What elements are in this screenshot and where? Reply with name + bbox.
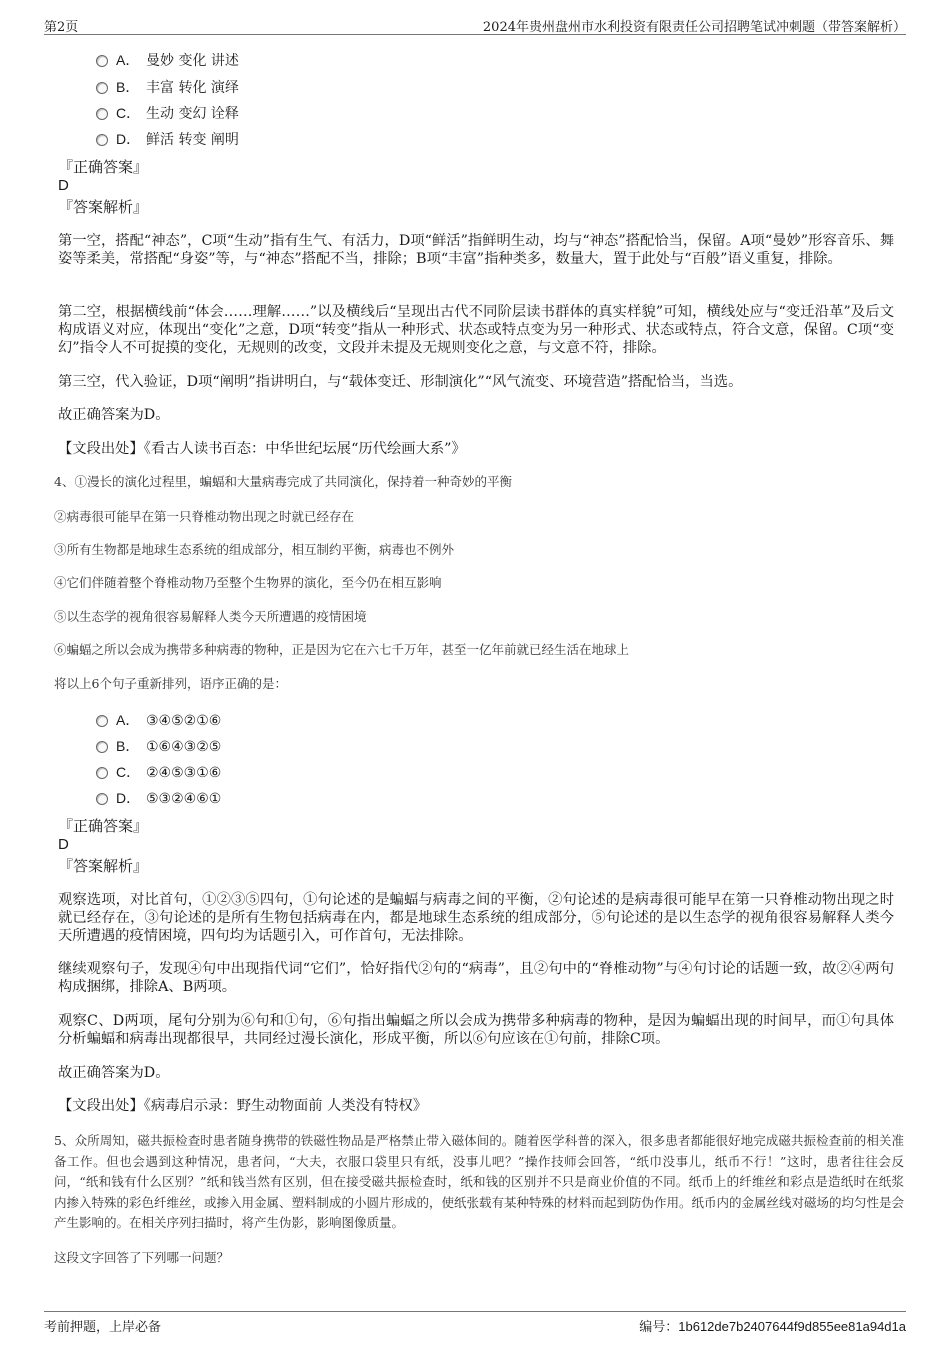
- page-header: [44, 16, 906, 35]
- q5-passage: 5、众所周知，磁共振检查时患者随身携带的铁磁性物品是严格禁止带入磁体间的。随着医学科普的深入，很多患者都能很好地完成磁共振检查前的相关准备工作。但也会遇到这种情况，患者问，“大夫，衣服口袋里只有纸，没事儿吧？”操作技师会回答，“纸巾没事儿，纸币不行！”这时，患者往往会反问，“纸和钱有什么区别？”纸和钱当然有区别，但在接受磁共振检查时，纸和钱的区别并不只是商业价值的不同。纸币上的纤维丝和彩点是造纸时在纸浆内掺入特殊的彩色纤维丝，或掺入用金属、塑料制成的小圆片形成的，使纸张载有某种特殊的材料而起到防伪作用。纸币内的金属丝线对磁场的均匀性是会产生影响的。在相关序列扫描时，将产生伪影，影响图像质量。: [54, 1133, 905, 1230]
- document-title: 2024年贵州盘州市水利投资有限责任公司招聘笔试冲刺题（带答案解析）: [482, 20, 906, 35]
- q3-analysis-p2: 第二空，根据横线前“体会……理解……”以及横线后“呈现出古代不同阶层读书群体的真实样貌”可知，横线处应与“变迁沿革”及后文构成语义对应，体现出“变化”之意，D项“转变”指从一种形式、状态或特点变为另一种形式、状态或特点，符合文意，保留。C项“变幻”指令人不可捉摸的变化，无规则的改变，文段并未提及无规则变化之意，与文意不符，排除。: [58, 304, 894, 356]
- q3-analysis-label: 『答案解析』: [58, 198, 149, 216]
- q3-source: 【文段出处】《看古人读书百态：中华世纪坛展“历代绘画大系”》: [58, 441, 466, 457]
- radio-icon[interactable]: [96, 793, 108, 805]
- radio-icon[interactable]: [96, 767, 108, 779]
- q4-sentence-4: ④它们伴随着整个脊椎动物乃至整个生物界的演化，至今仍在相互影响: [54, 575, 442, 590]
- q5-question: 这段文字回答了下列哪一问题？: [54, 1250, 230, 1265]
- page-number: 第2页: [44, 20, 79, 35]
- q4-analysis-p2: 继续观察句子，发现④句中出现指代词“它们”，恰好指代②句的“病毒”，且②句中的“脊椎动物”与④句讨论的话题一致，故②④两句构成捆绑，排除A、B两项。: [58, 961, 894, 995]
- q4-sentence-2: ②病毒很可能早在第一只脊椎动物出现之时就已经存在: [54, 509, 355, 524]
- footer-code-label: 编号：: [639, 1320, 679, 1335]
- q4-option-a[interactable]: A． ③④⑤②①⑥: [96, 710, 221, 730]
- footer-slogan: 考前押题，上岸必备: [44, 1320, 162, 1335]
- q4-analysis-p4: 故正确答案为D。: [58, 1065, 170, 1081]
- footer-code-value: 1b612de7b2407644f9d855ee81a94d1a: [678, 1319, 906, 1334]
- q3-analysis-p4: 故正确答案为D。: [58, 407, 170, 423]
- radio-icon[interactable]: [96, 108, 108, 120]
- q3-option-a[interactable]: A． 曼妙 变化 讲述: [96, 50, 239, 70]
- q4-answer-label: 『正确答案』: [58, 817, 149, 835]
- q4-prompt: 将以上6个句子重新排列，语序正确的是：: [54, 676, 287, 691]
- q4-sentence-6: ⑥蝙蝠之所以会成为携带多种病毒的物种，正是因为它在六七千万年，甚至一亿年前就已经生活在地球上: [54, 642, 630, 657]
- footer-code: [639, 1316, 906, 1335]
- q4-sentence-3: ③所有生物都是地球生态系统的组成部分，相互制约平衡，病毒也不例外: [54, 542, 455, 557]
- radio-icon[interactable]: [96, 82, 108, 94]
- q4-option-c[interactable]: C． ②④⑤③①⑥: [96, 762, 221, 782]
- q4-option-b[interactable]: B． ①⑥④③②⑤: [96, 736, 221, 756]
- q4-sentence-1: 4、①漫长的演化过程里，蝙蝠和大量病毒完成了共同演化，保持着一种奇妙的平衡: [54, 474, 512, 489]
- radio-icon[interactable]: [96, 134, 108, 146]
- q3-answer-label: 『正确答案』: [58, 158, 149, 176]
- q4-analysis-label: 『答案解析』: [58, 857, 149, 875]
- q3-option-d[interactable]: D． 鲜活 转变 阐明: [96, 129, 239, 149]
- q3-analysis-p3: 第三空，代入验证，D项“阐明”指讲明白，与“载体变迁、形制演化”“风气流变、环境营造”搭配恰当，当选。: [58, 374, 743, 390]
- q4-option-d[interactable]: D． ⑤③②④⑥①: [96, 788, 221, 808]
- q4-analysis-p3: 观察C、D两项，尾句分别为⑥句和①句，⑥句指出蝙蝠之所以会成为携带多种病毒的物种，是因为蝙蝠出现的时间早，而①句具体分析蝙蝠和病毒出现都很早，共同经过漫长演化，形成平衡，所以⑥句应该在①句前，排除C项。: [58, 1013, 894, 1047]
- radio-icon[interactable]: [96, 55, 108, 67]
- q4-answer: D: [58, 836, 69, 853]
- page-footer: [44, 1311, 906, 1335]
- q3-option-c[interactable]: C． 生动 变幻 诠释: [96, 103, 239, 123]
- q3-option-b[interactable]: B． 丰富 转化 演绎: [96, 77, 239, 97]
- radio-icon[interactable]: [96, 715, 108, 727]
- q4-analysis-p1: 观察选项，对比首句，①②③⑤四句，①句论述的是蝙蝠与病毒之间的平衡，②句论述的是病毒很可能早在第一只脊椎动物出现之时就已经存在，③句论述的是所有生物包括病毒在内，都是地球生态系统的组成部分，⑤句论述的是以生态学的视角很容易解释人类今天所遭遇的疫情困境，四句均为话题引入，可作首句，无法排除。: [58, 892, 894, 944]
- radio-icon[interactable]: [96, 741, 108, 753]
- q3-analysis-p1: 第一空，搭配“神态”，C项“生动”指有生气、有活力，D项“鲜活”指鲜明生动，均与“神态”搭配恰当，保留。A项“曼妙”形容音乐、舞姿等柔美，常搭配“身姿”等，与“神态”搭配不当，排除；B项“丰富”指种类多，数量大，置于此处与“百般”语义重复，排除。: [58, 233, 894, 267]
- q3-answer: D: [58, 177, 69, 194]
- q4-source: 【文段出处】《病毒启示录：野生动物面前 人类没有特权》: [58, 1098, 428, 1114]
- q4-sentence-5: ⑤以生态学的视角很容易解释人类今天所遭遇的疫情困境: [54, 609, 367, 624]
